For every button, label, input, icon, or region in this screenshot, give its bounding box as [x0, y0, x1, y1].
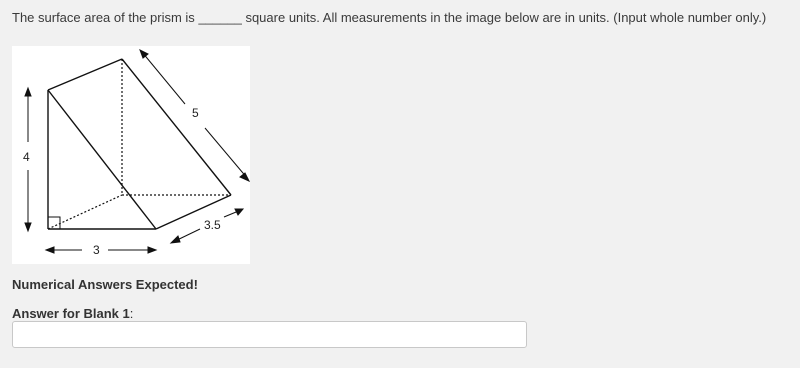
depth-label: 3.5	[204, 218, 221, 232]
question-prefix: The surface area of the prism is	[12, 10, 195, 25]
question-text	[12, 10, 766, 25]
answer-blank-1-input[interactable]	[12, 321, 527, 348]
numerical-answers-notice: Numerical Answers Expected!	[12, 277, 198, 292]
base-arrow	[46, 247, 156, 253]
right-angle-marker	[48, 217, 60, 229]
question-blank: ______	[198, 10, 242, 25]
question-suffix: square units. All measurements in the image below are in units. (Input whole number only.)	[245, 10, 767, 25]
base-label: 3	[93, 243, 100, 257]
prism-figure	[12, 46, 250, 264]
prism-solid-edges	[48, 59, 231, 229]
prism-hidden-edges	[48, 59, 231, 229]
prism-diagram	[12, 46, 250, 264]
answer-blank-label-text: Answer for Blank 1	[12, 306, 130, 321]
hypotenuse-label: 5	[192, 106, 199, 120]
height-label: 4	[23, 150, 30, 164]
answer-blank-label	[12, 306, 133, 321]
answer-blank-label-colon: :	[129, 306, 134, 321]
